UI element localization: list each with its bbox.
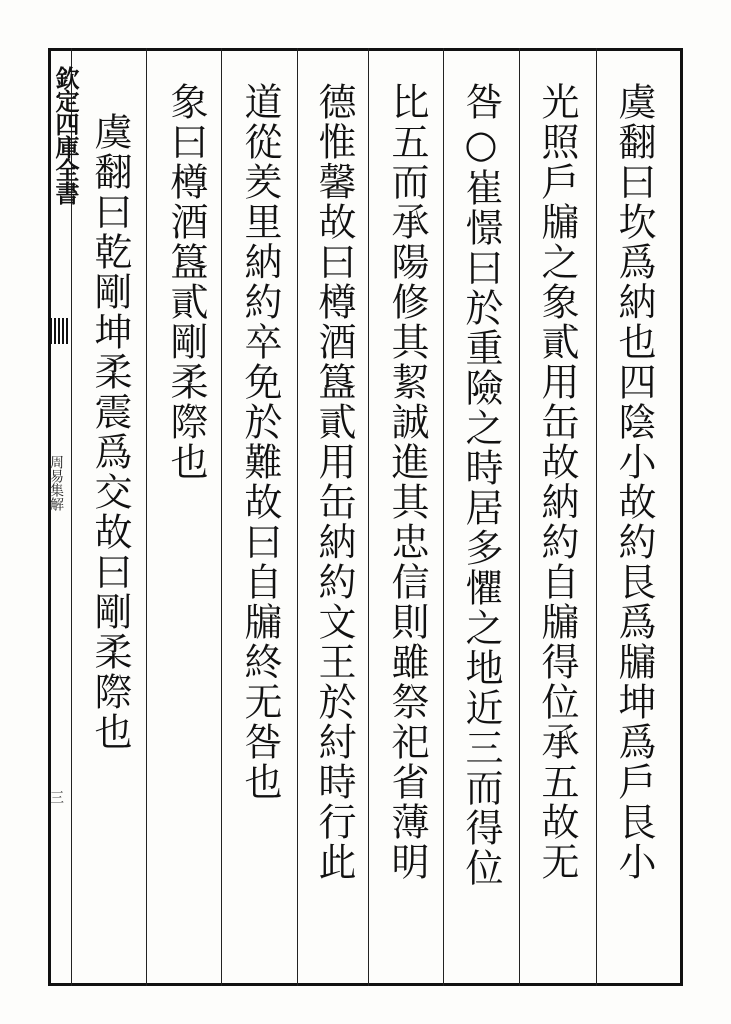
frame-right-border (680, 48, 683, 986)
text-column-1: 虞翻曰坎爲納也四陰小故約艮爲牖坤爲戶艮小 (612, 82, 656, 882)
column-divider (221, 48, 222, 986)
margin-fishtail-ornament (50, 318, 70, 344)
text-column-3: 咎○崔憬曰於重險之時居多懼之地近三而得位 (459, 82, 503, 888)
text-column-8: 虞翻曰乾剛坤柔震爲交故曰剛柔際也 (88, 112, 132, 752)
column-divider (519, 48, 520, 986)
column-divider (146, 48, 147, 986)
margin-volume-title: 周易集解 (48, 455, 64, 511)
frame-top-border (48, 48, 683, 51)
text-column-6: 道從羑里納約卒免於難故曰自牖終无咎也 (238, 82, 282, 802)
text-column-2: 光照戶牖之象貳用缶故納約自牖得位承五故无 (535, 82, 579, 882)
text-column-7: 象曰樽酒簋貳剛柔際也 (164, 82, 208, 482)
frame-bottom-border (48, 983, 683, 986)
column-divider (297, 48, 298, 986)
text-column-5: 德惟馨故曰樽酒簋貳用缶納約文王於紂時行此 (312, 82, 356, 882)
column-divider (596, 48, 597, 986)
column-divider (443, 48, 444, 986)
column-divider (368, 48, 369, 986)
margin-page-number: 三 (48, 790, 64, 804)
margin-book-title: 欽定四庫全書 (51, 66, 80, 204)
text-column-4: 比五而承陽修其絜誠進其忠信則雖祭祀省薄明 (385, 82, 429, 882)
